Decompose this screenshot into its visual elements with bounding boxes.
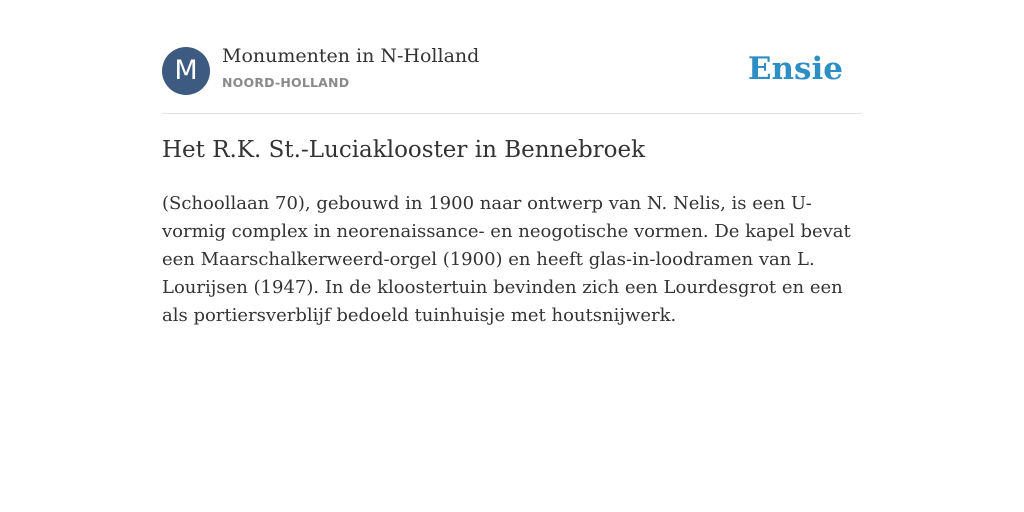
collection-subtitle: NOORD-HOLLAND: [222, 75, 350, 90]
brand-logo[interactable]: Ensie: [747, 51, 843, 87]
article-title: Het R.K. St.-Luciaklooster in Bennebroek: [162, 137, 646, 163]
collection-title[interactable]: Monumenten in N-Holland: [222, 45, 480, 67]
article-body: (Schoollaan 70), gebouwd in 1900 naar ontwerp van N. Nelis, is een U-vormig complex in neorenaissance- en neogotische vormen. De kapel bevat een Maarschalkerweerd-orgel (1900) en heeft glas-in-loodramen van L. Lourijsen (1947). In de kloostertuin bevinden zich een Lourdesgrot en een als portiersverblijf bedoeld tuinhuisje met houtsnijwerk.: [162, 193, 851, 326]
collection-avatar[interactable]: M: [162, 47, 210, 95]
article-card: [162, 0, 862, 326]
card-header: [162, 0, 862, 114]
